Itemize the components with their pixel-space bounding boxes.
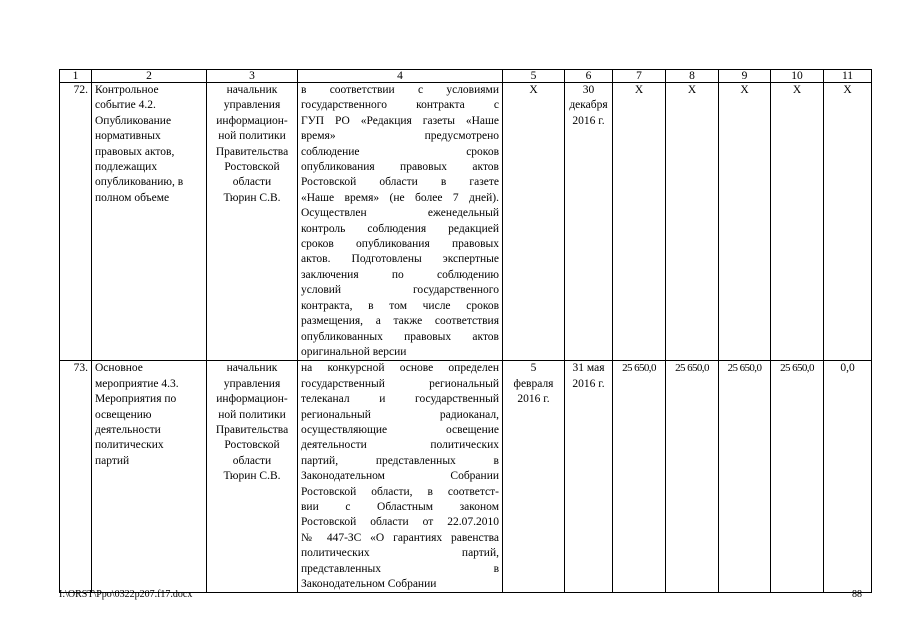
text-line: соблюдение сроков	[301, 145, 499, 158]
text-line: области	[232, 176, 272, 189]
text-line: правовых актов,	[95, 145, 175, 158]
text-line: информацион-	[216, 114, 288, 127]
end-date-cell	[565, 361, 613, 593]
text-line: событие 4.2.	[95, 99, 156, 112]
text-line: управления	[223, 99, 281, 112]
value-cell: 25 650,0	[719, 361, 771, 593]
text-line: оригинальной версии	[301, 345, 407, 358]
text-line: 30	[582, 84, 595, 96]
text-line: опубликованию, в	[95, 176, 184, 189]
text-line: сроков опубликования правовых	[301, 238, 499, 251]
text-line: деятельности	[95, 423, 161, 436]
text-line: нормативных	[95, 130, 161, 143]
text-line: «Наше время» (не более 7 дней).	[301, 191, 499, 204]
text-line: № 447-ЗС «О гарантиях равенства	[301, 531, 499, 544]
end-date-cell	[565, 83, 613, 361]
text-line: политических партий,	[301, 547, 499, 560]
text-line: Тюрин С.В.	[223, 470, 281, 483]
text-line: опубликования правовых актов	[301, 161, 499, 174]
text-line: начальник	[226, 84, 278, 96]
value-cell: X	[824, 83, 872, 361]
text-line: 31 мая	[572, 362, 605, 375]
text-line: Ростовской области в газете	[301, 176, 499, 189]
value-cell: 25 650,0	[666, 361, 719, 593]
text-line: Мероприятия по	[95, 393, 177, 406]
text-line: 2016 г.	[572, 377, 605, 390]
column-number: 4	[298, 70, 503, 83]
value-cell: X	[613, 83, 666, 361]
text-line: Основное	[95, 362, 143, 375]
text-line: начальник	[226, 362, 278, 375]
text-line: информацион-	[216, 393, 288, 406]
text-line: 2016 г.	[572, 114, 605, 127]
text-line: ной политики	[218, 408, 286, 421]
text-line: опубликованных правовых актов	[301, 330, 499, 343]
value-cell: X	[719, 83, 771, 361]
text-line: в соответствии с условиями	[301, 84, 499, 96]
text-line: освещению	[95, 408, 152, 421]
text-line: Ростовской области от 22.07.2010	[301, 516, 499, 529]
text-line: ГУП РО «Редакция газеты «Наше	[301, 114, 499, 127]
report-table	[59, 69, 872, 593]
text-line: Осуществлен еженедельный	[301, 207, 499, 220]
text-line: Контрольное	[95, 84, 159, 96]
text-line: Правительства	[215, 145, 289, 158]
text-line: Ростовской	[224, 439, 280, 452]
start-date-cell: X	[503, 83, 565, 361]
responsible-person	[207, 83, 298, 361]
value-cell: X	[666, 83, 719, 361]
text-line: Законодательном Собрании	[301, 470, 499, 483]
column-number: 6	[565, 70, 613, 83]
column-number: 7	[613, 70, 666, 83]
text-line: телеканал и государственный	[301, 393, 499, 406]
text-line: размещения, а также соответствия	[301, 315, 499, 328]
text-line: государственный региональный	[301, 377, 499, 390]
text-line: мероприятие 4.3.	[95, 377, 179, 390]
text-line: условий государственного	[301, 284, 499, 297]
value-cell: X	[771, 83, 824, 361]
text-line: время» предусмотрено	[301, 130, 499, 143]
column-number: 8	[666, 70, 719, 83]
text-line: представленных в	[301, 562, 499, 575]
text-line: Ростовской	[224, 161, 280, 174]
column-number: 10	[771, 70, 824, 83]
text-line: деятельности политических	[301, 439, 499, 452]
text-line: осуществляющие освещение	[301, 423, 499, 436]
activity-title	[92, 361, 207, 593]
activity-title	[92, 83, 207, 361]
text-line: полном объеме	[95, 191, 170, 204]
text-line: Ростовской области, в соответст-	[301, 485, 499, 498]
text-line: Опубликование	[95, 114, 172, 127]
text-line: 2016 г.	[517, 393, 550, 406]
text-line: партий	[95, 454, 130, 467]
column-number: 2	[92, 70, 207, 83]
column-number: 3	[207, 70, 298, 83]
text-line: государственного контракта с	[301, 99, 499, 112]
text-line: Тюрин С.В.	[223, 191, 281, 204]
column-number: 11	[824, 70, 872, 83]
column-number: 1	[60, 70, 92, 83]
page-number: 88	[852, 589, 862, 600]
value-cell: 25 650,0	[613, 361, 666, 593]
text-line: управления	[223, 377, 281, 390]
responsible-person	[207, 361, 298, 593]
text-line: партий, представленных в	[301, 454, 499, 467]
text-line: февраля	[513, 377, 554, 390]
text-line: Законодательном Собрании	[301, 578, 437, 590]
text-line: вии с Областным законом	[301, 500, 499, 513]
table-row	[60, 361, 872, 593]
text-line: политических	[95, 439, 164, 452]
file-path: I:\ORST\Ppo\0322p207.f17.docx	[59, 589, 193, 600]
result-description	[298, 361, 503, 593]
value-cell: 0,0	[824, 361, 872, 593]
text-line: региональный радиоканал,	[301, 408, 499, 421]
result-description	[298, 83, 503, 361]
text-line: области	[232, 454, 272, 467]
text-line: актов. Подготовлены экспертные	[301, 253, 499, 266]
value-cell: 25 650,0	[771, 361, 824, 593]
text-line: подлежащих	[95, 161, 158, 174]
column-number-row	[60, 70, 872, 83]
column-number: 5	[503, 70, 565, 83]
text-line: контракта, в том числе сроков	[301, 299, 499, 312]
text-line: заключения по соблюдению	[301, 268, 499, 281]
text-line: на конкурсной основе определен	[301, 362, 499, 375]
text-line: Правительства	[215, 423, 289, 436]
start-date-cell	[503, 361, 565, 593]
text-line: контроль соблюдения редакцией	[301, 222, 499, 235]
column-number: 9	[719, 70, 771, 83]
table-row	[60, 83, 872, 361]
row-number: 72.	[60, 83, 92, 361]
text-line: ной политики	[218, 130, 286, 143]
row-number: 73.	[60, 361, 92, 593]
text-line: 5	[530, 362, 537, 375]
text-line: декабря	[569, 99, 608, 112]
